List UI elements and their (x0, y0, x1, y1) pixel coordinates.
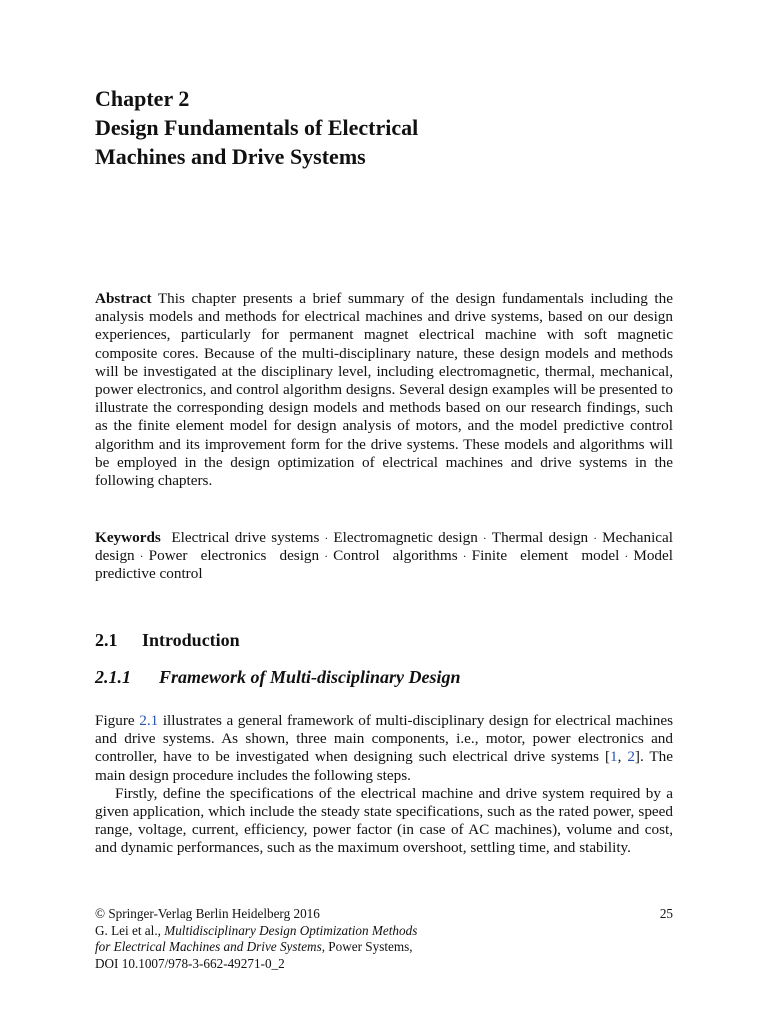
doi[interactable]: DOI 10.1007/978-3-662-49271-0_2 (95, 955, 285, 971)
subsection-heading (95, 667, 461, 688)
copyright: © Springer-Verlag Berlin Heidelberg 2016 (95, 906, 320, 921)
chapter-title (95, 113, 655, 171)
chapter-title-line-1: Design Fundamentals of Electrical (95, 115, 419, 140)
paragraph-2: Firstly, define the specifications of the electrical machine and drive system required by a given application, which include the steady state specifications, such as the rated power, speed range, voltage, current, efficiency, power factor (in case of AC machines), volume and cost, and dynamic performances, such as the maximum overshoot, settling time, and stability. (95, 784, 673, 857)
footer (95, 906, 673, 972)
citation-line-2 (95, 939, 673, 956)
keywords (95, 529, 673, 584)
book-title: for Electrical Machines and Drive Systems (95, 939, 322, 954)
keyword-item: Model predictive control (95, 547, 673, 583)
keyword-item: Electromagnetic design (333, 529, 478, 546)
citation-link[interactable]: 2 (627, 748, 635, 766)
keyword-item: Electrical drive systems (171, 529, 320, 546)
text-run: ]. The main design procedure includes the following steps. (95, 748, 673, 784)
text-run: Figure (95, 712, 140, 729)
keyword-separator: · (324, 549, 329, 564)
section-number: 2.1 (95, 630, 118, 650)
keyword-separator: · (462, 549, 467, 564)
keyword-separator: · (482, 531, 487, 545)
abstract-heading: Abstract (95, 290, 152, 307)
page-number: 25 (659, 906, 673, 921)
section-heading (95, 630, 240, 651)
text-run: , (617, 748, 628, 766)
keyword-item: Control algorithms (333, 547, 458, 565)
keyword-item: Mechanical design (95, 529, 673, 565)
book-title: Multidisciplinary Design Optimization Methods (164, 922, 418, 938)
figure-link[interactable]: 2.1 (139, 712, 159, 729)
text-run: illustrates a general framework of multi-disciplinary design for electrical machines and drive systems. As shown, three main components, i.e., motor, power electronics and controller, have to be investigated when designing such electrical drive systems [ (95, 712, 674, 766)
keyword-separator: · (324, 531, 329, 545)
keyword-item: Finite element model (471, 547, 620, 565)
citation-line-1 (95, 923, 673, 940)
abstract-text: This chapter presents a brief summary of the design fundamentals including the analysis models and methods for electrical machines and drive systems, based on our design experiences, particularly for permanent magnet electrical machine with soft magnetic composite cores. Because of the multi-disciplinary nature, these design models and methods will be investigated at the disciplinary level, including electromagnetic, thermal, mechanical, power electronics, and control algorithm designs. Several design examples will be presented to illustrate the corresponding design models and methods based on our research findings, such as the finite element model for design analysis of motors, and the model predictive control algorithm and its improvement form for the drive systems. These models and algorithms will be employed in the design optimization of electrical machines and drive systems in the following chapters. (95, 290, 673, 490)
section-title: Introduction (142, 630, 240, 650)
abstract (95, 290, 673, 490)
authors: G. Lei et al., (95, 922, 165, 938)
keyword-item: Power electronics design (148, 547, 320, 565)
series: , Power Systems, (321, 939, 413, 954)
keyword-separator: · (593, 531, 598, 545)
keyword-item: Thermal design (491, 529, 589, 546)
citation-link[interactable]: 1 (610, 748, 618, 766)
paragraph-1 (95, 712, 673, 785)
keyword-separator: · (139, 549, 144, 564)
body-text (95, 712, 673, 858)
keywords-heading: Keywords (95, 529, 161, 546)
chapter-label: Chapter 2 (95, 86, 190, 111)
chapter-title-line-2: Machines and Drive Systems (95, 144, 366, 169)
subsection-title: Framework of Multi-disciplinary Design (159, 667, 461, 687)
keyword-separator: · (624, 549, 629, 564)
subsection-number: 2.1.1 (95, 667, 131, 687)
